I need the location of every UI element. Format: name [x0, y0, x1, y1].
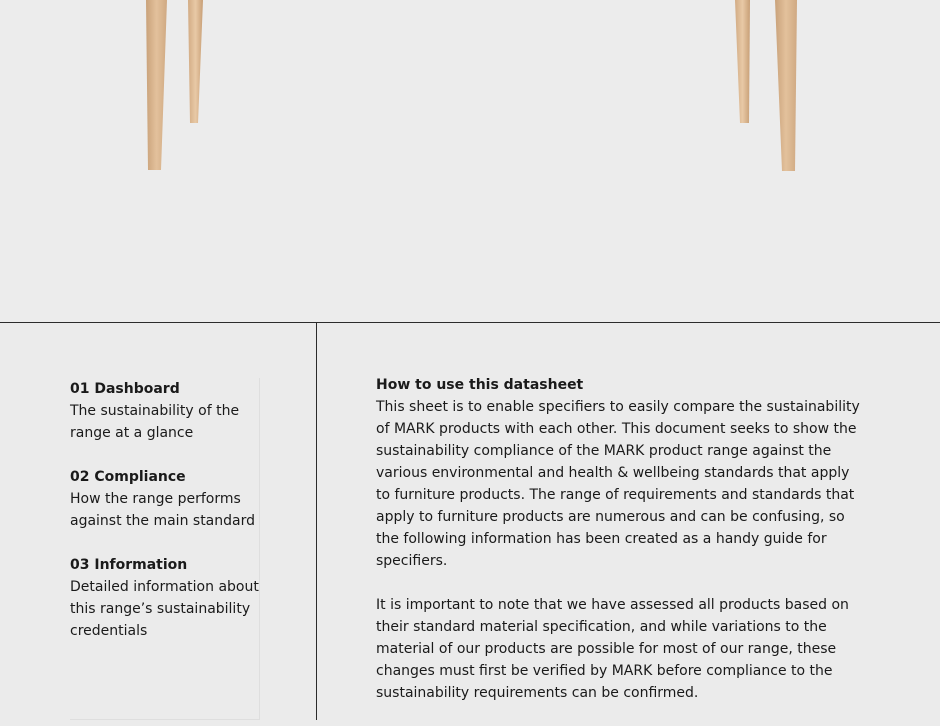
toc-description: The sustainability of the range at a glance: [70, 403, 240, 441]
toc-title: 01 Dashboard: [70, 381, 180, 397]
back-left-leg: [188, 0, 203, 123]
product-photo: [0, 0, 940, 322]
back-right-leg: [735, 0, 750, 123]
toc-item-dashboard[interactable]: [70, 378, 259, 444]
intro-paragraph-2: It is important to note that we have assessed all products based on their standard material specification, and while variations to the material of our products are possible for most of our range, these changes must first be verified by MARK before compliance to the sustainability requirements can be confirmed.: [376, 597, 849, 701]
toc-title: 02 Compliance: [70, 469, 186, 485]
table-legs-image: [0, 0, 940, 322]
toc-title: 03 Information: [70, 557, 188, 573]
front-right-leg: [775, 0, 797, 171]
toc-item-compliance[interactable]: [70, 466, 259, 532]
toc-item-information[interactable]: [70, 554, 259, 642]
vertical-divider: [316, 323, 317, 720]
table-of-contents: [70, 378, 260, 720]
toc-description: Detailed information about this range’s sustainability credentials: [70, 579, 259, 639]
intro-heading: How to use this datasheet: [376, 377, 584, 393]
datasheet-intro: [376, 374, 866, 726]
intro-paragraph-1: This sheet is to enable specifiers to easily compare the sustainability of MARK products with each other. This document seeks to show the sustainability compliance of the MARK product range against the various environmental and health & wellbeing standards that apply to furniture products. The range of requirements and standards that apply to furniture products are numerous and can be confusing, so the following information has been created as a handy guide for specifiers.: [376, 399, 860, 569]
toc-description: How the range performs against the main standard: [70, 491, 255, 529]
horizontal-divider: [0, 322, 940, 323]
front-left-leg: [146, 0, 167, 170]
